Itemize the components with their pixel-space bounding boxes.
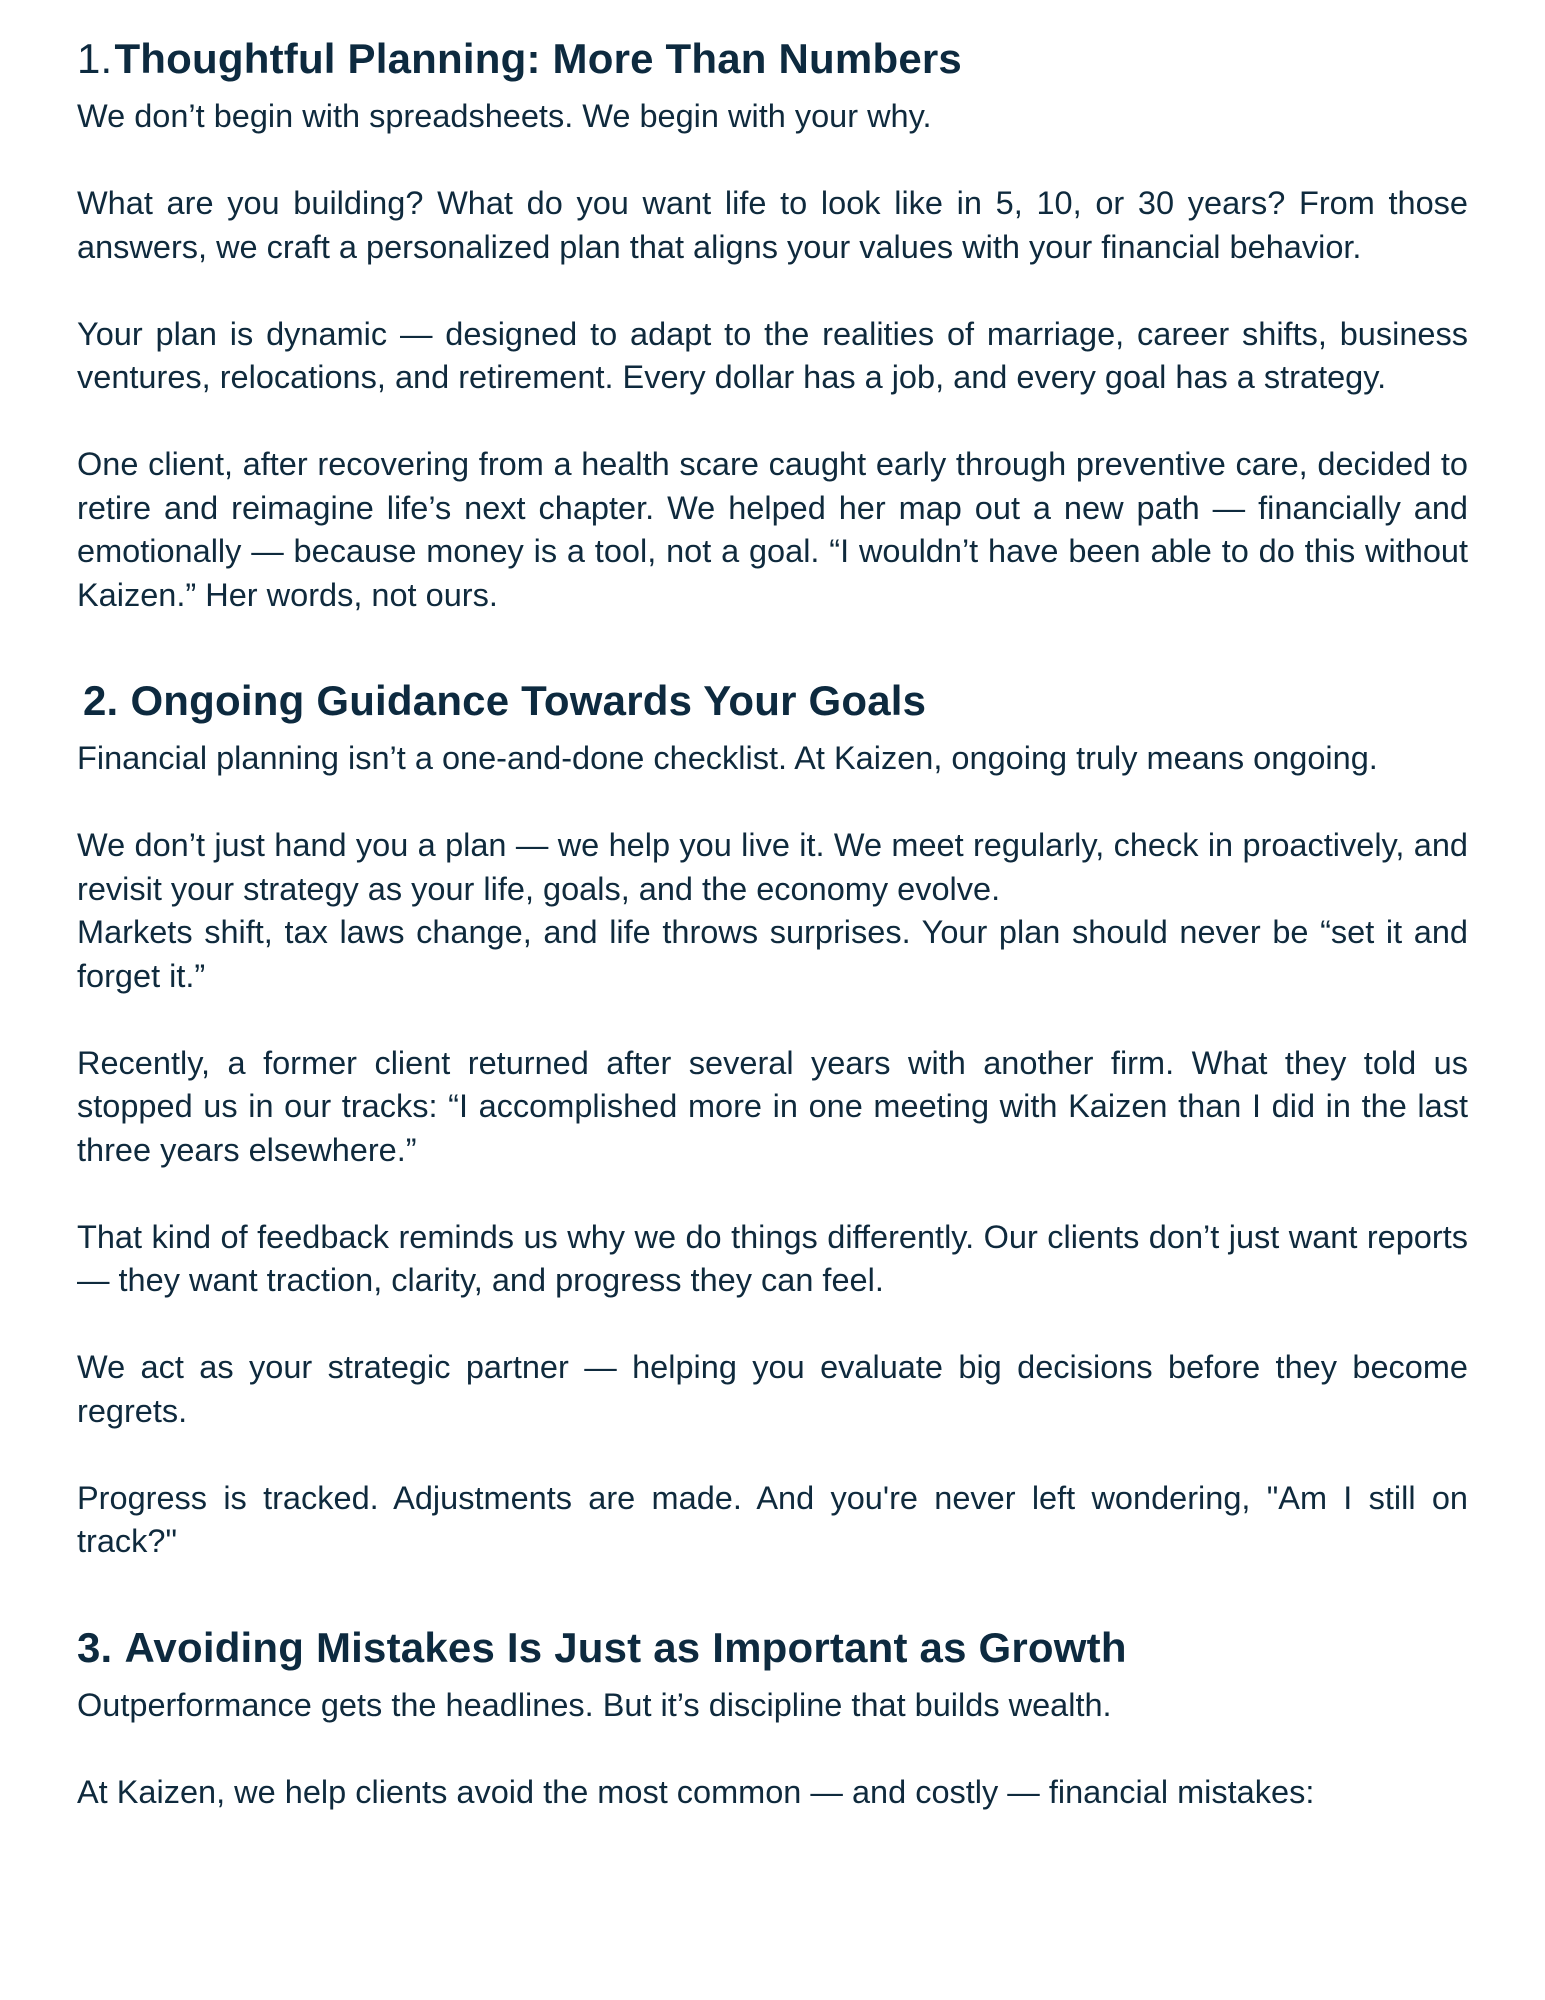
paragraph: Your plan is dynamic — designed to adapt to the realities of marriage, career shifts, business ventures, relocations, and retirement. Every dollar has a job, and every goal has a strategy. — [77, 315, 1468, 395]
section-avoiding-mistakes — [77, 1564, 1468, 1815]
paragraph: Progress is tracked. Adjustments are made. And you're never left wondering, "Am I still on track?" — [77, 1479, 1468, 1559]
section-title: Thoughtful Planning: More Than Numbers — [114, 35, 962, 82]
section-ongoing-guidance — [77, 617, 1468, 1564]
section-title: Ongoing Guidance Towards Your Goals — [130, 677, 927, 724]
paragraph: Markets shift, tax laws change, and life throws surprises. Your plan should never be “set it and forget it.” — [77, 914, 1468, 994]
paragraph: Financial planning isn’t a one-and-done checklist. At Kaizen, ongoing truly means ongoing. — [77, 740, 1378, 776]
paragraph: Recently, a former client returned after several years with another firm. What they told us stopped us in our tracks: “I accomplished more in one meeting with Kaizen than I did in the last three years elsewhere.” — [77, 1044, 1468, 1168]
paragraph: Outperformance gets the headlines. But it’s discipline that builds wealth. — [77, 1686, 1112, 1723]
paragraph: We act as your strategic partner — helping you evaluate big decisions before they become regrets. — [77, 1349, 1468, 1429]
section-title: Avoiding Mistakes Is Just as Important as Growth — [124, 1623, 1127, 1671]
paragraph: We don’t begin with spreadsheets. We begin with your why. — [77, 98, 932, 134]
paragraph: We don’t just hand you a plan — we help you live it. We meet regularly, check in proactively, and revisit your strategy as your life, goals, and the economy evolve. — [77, 827, 1468, 907]
paragraph: What are you building? What do you want life to look like in 5, 10, or 30 years? From those answers, we craft a personalized plan that aligns your values with your financial behavior. — [77, 185, 1468, 265]
section-heading — [77, 33, 1468, 85]
paragraph: One client, after recovering from a health scare caught early through preventive care, decided to retire and reimagine life’s next chapter. We helped her map out a new path — financially and emotionally — because money is a tool, not a goal. “I wouldn’t have been able to do this without Kaizen.” Her words, not ours. — [77, 446, 1468, 613]
section-heading — [77, 675, 1468, 727]
section-number: 3. — [77, 1623, 113, 1671]
section-number: 2. — [83, 677, 119, 724]
section-heading — [77, 1622, 1468, 1674]
paragraph: At Kaizen, we help clients avoid the most common — and costly — financial mistakes: — [77, 1773, 1315, 1810]
section-number: 1. — [77, 35, 113, 82]
section-thoughtful-planning — [77, 0, 1468, 617]
paragraph: That kind of feedback reminds us why we do things differently. Our clients don’t just want reports — they want traction, clarity, and progress they can feel. — [77, 1218, 1468, 1298]
